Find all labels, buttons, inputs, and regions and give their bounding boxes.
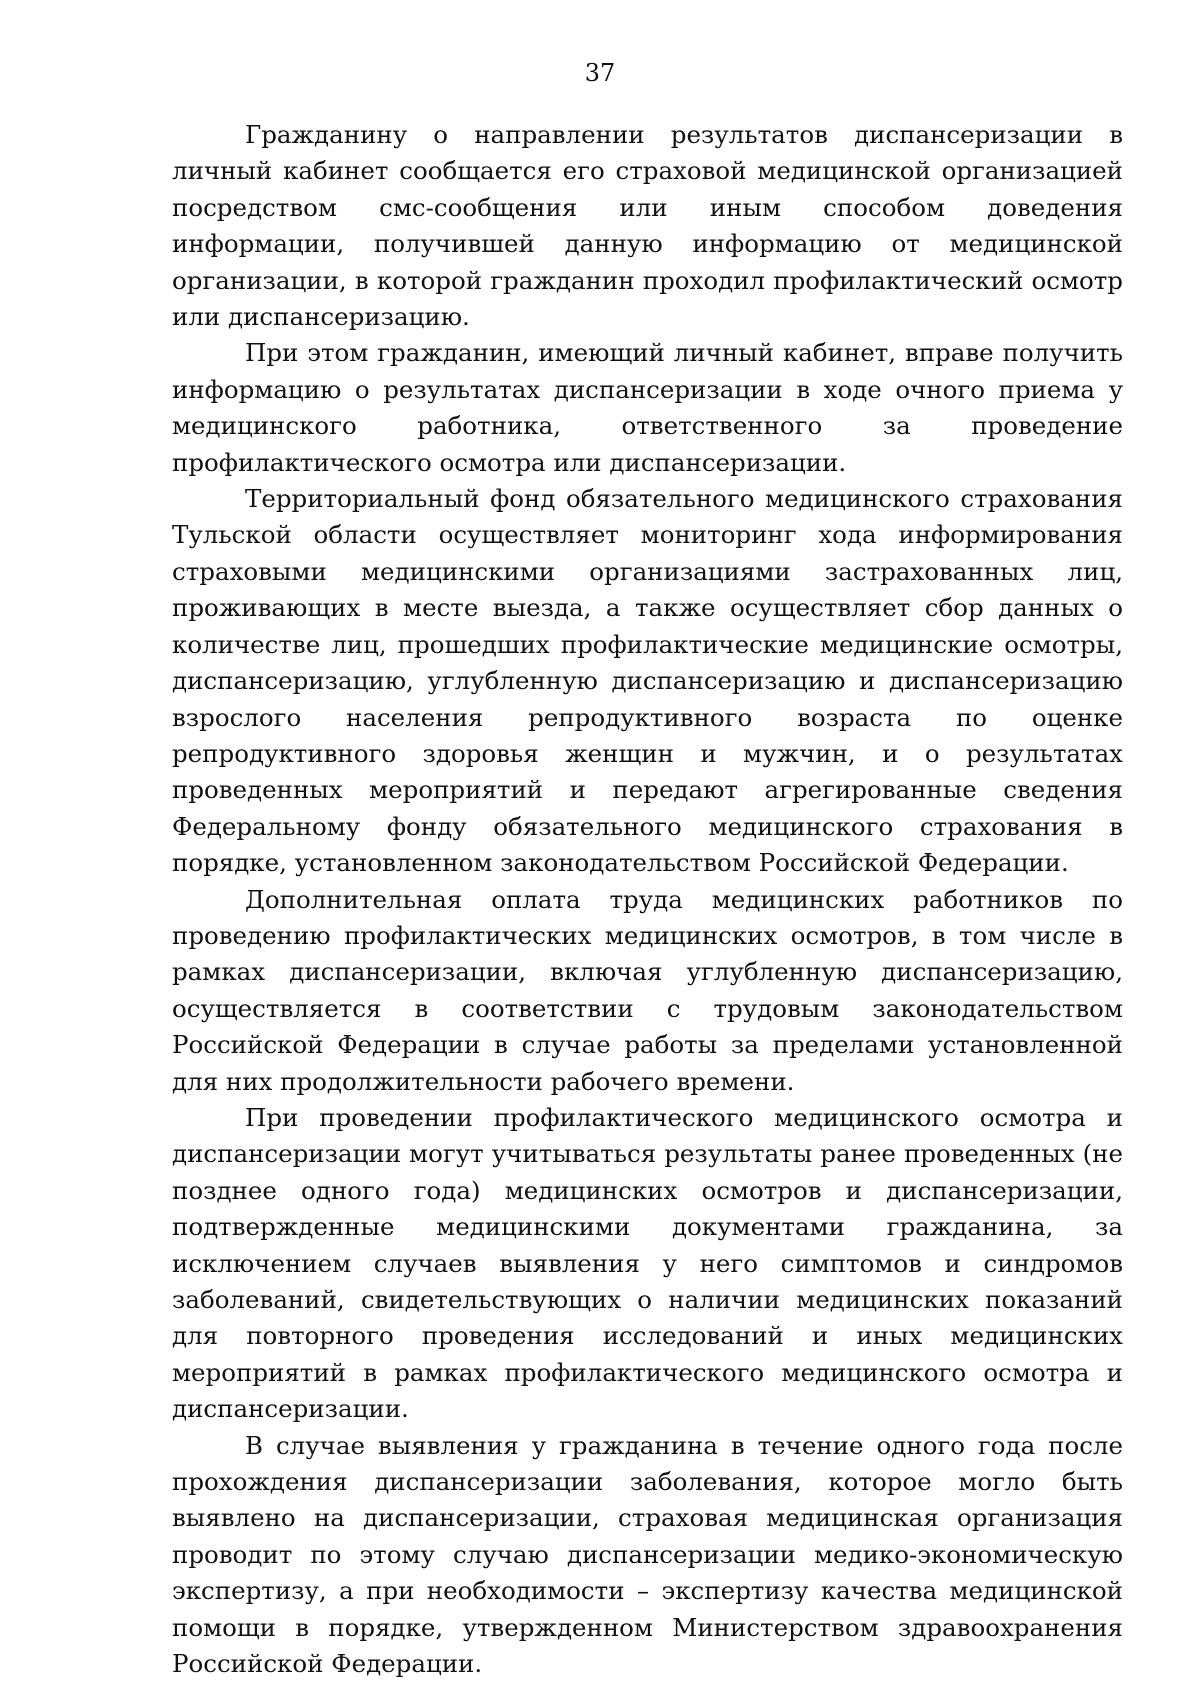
page-number: 37 xyxy=(584,59,616,87)
document-body xyxy=(172,117,1123,1682)
paragraph-expert-review: В случае выявления у гражданина в течение одного года после прохождения диспансеризации заболевания, которое могло быть выявлено на диспансеризации, страховая медицинская организация проводит по этому случаю диспансеризации медико-экономическую экспертизу, а при необходимости – экспертизу качества медицинской помощи в порядке, утвержденном Министерством здравоохранения Российской Федерации. xyxy=(172,1430,1123,1679)
paragraph-previous-results: При проведении профилактического медицинского осмотра и диспансеризации могут учитываться результаты ранее проведенных (не позднее одного года) медицинских осмотров и диспансеризации, подтвержденные медицинскими документами гражданина, за исключением случаев выявления у него симптомов и синдромов заболеваний, свидетельствующих о наличии медицинских показаний для повторного проведения исследований и иных медицинских мероприятий в рамках профилактического медицинского осмотра и диспансеризации. xyxy=(172,1102,1123,1424)
paragraph-additional-pay: Дополнительная оплата труда медицинских работников по проведению профилактических медицинских осмотров, в том числе в рамках диспансеризации, включая углубленную диспансеризацию, осуществляется в соответствии с трудовым законодательством Российской Федерации в случае работы за пределами установленной для них продолжительности рабочего времени. xyxy=(172,884,1123,1096)
paragraph-in-person-results: При этом гражданин, имеющий личный кабинет, вправе получить информацию о результатах диспансеризации в ходе очного приема у медицинского работника, ответственного за проведение профилактического осмотра или диспансеризации. xyxy=(172,338,1123,477)
paragraph-personal-account-notification: Гражданину о направлении результатов диспансеризации в личный кабинет сообщается его страховой медицинской организацией посредством смс-сообщения или иным способом доведения информации, получившей данную информацию от медицинской организации, в которой гражданин проходил профилактический осмотр или диспансеризацию. xyxy=(172,120,1123,332)
paragraph-fund-monitoring: Территориальный фонд обязательного медицинского страхования Тульской области осуществляет мониторинг хода информирования страховыми медицинскими организациями застрахованных лиц, проживающих в месте выезда, а также осуществляет сбор данных о количестве лиц, прошедших профилактические медицинские осмотры, диспансеризацию, углубленную диспансеризацию и диспансеризацию взрослого населения репродуктивного возраста по оценке репродуктивного здоровья женщин и мужчин, и о результатах проведенных мероприятий и передают агрегированные сведения Федеральному фонду обязательного медицинского страхования в порядке, установленном законодательством Российской Федерации. xyxy=(172,484,1123,878)
